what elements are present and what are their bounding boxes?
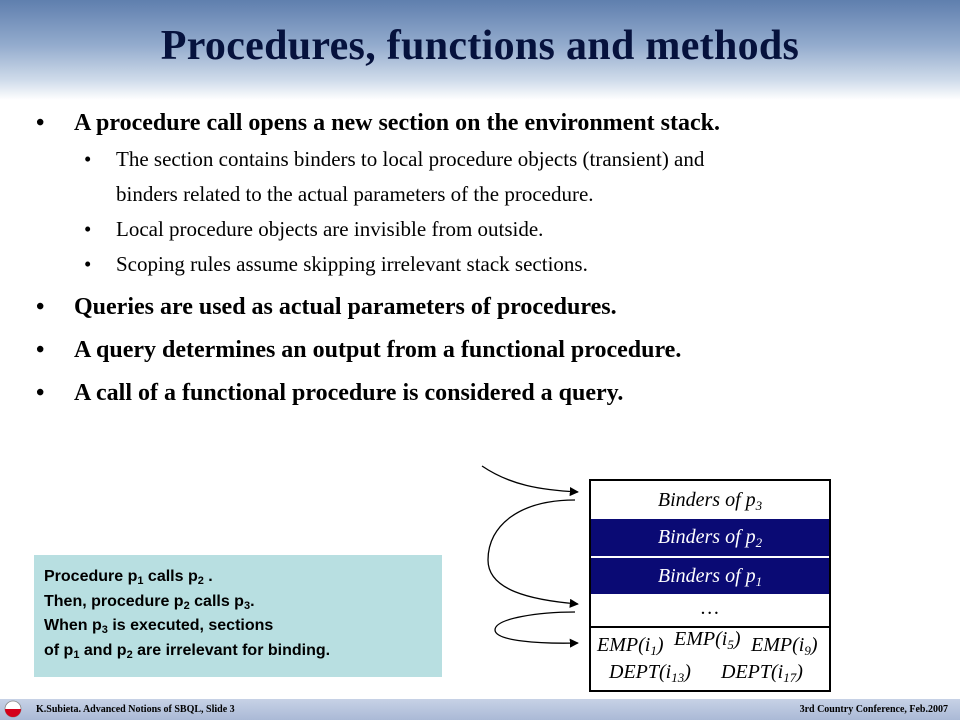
bullet-dot: • [36, 110, 45, 136]
bullet-text: A procedure call opens a new section on the environment stack. [74, 110, 720, 136]
note-line: of $p_1$ and $p_2$ are irrelevant for binding. [44, 641, 331, 661]
note-box [34, 555, 442, 677]
bullet-dot: • [36, 294, 45, 320]
sub-bullet-item [30, 212, 950, 247]
stack-section-p1: Binders of $p_1$ [591, 558, 829, 594]
stack-section-p2: Binders of $p_2$ [591, 519, 829, 556]
sub-bullet-text: binders related to the actual parameters of the procedure. [116, 182, 594, 206]
bullet-dot: • [84, 252, 92, 276]
bullet-text: A query determines an output from a functional procedure. [74, 337, 682, 363]
stack-section-ellipsis: … [701, 597, 719, 619]
sub-bullet-text: The section contains binders to local procedure objects (transient) and [116, 147, 705, 171]
stack-binder-dept13: $DEPT(i_{13})$ [609, 661, 691, 685]
bullet-item [30, 106, 950, 140]
bullet-text: A call of a functional procedure is considered a query. [74, 380, 624, 406]
slide-title: Procedures, functions and methods [160, 23, 800, 69]
bullet-list [30, 106, 950, 410]
flag-logo-icon [4, 700, 22, 718]
footer-left-text: K.Subieta. Advanced Notions of SBQL, Slide 3 [36, 704, 235, 715]
stack-section-p3: Binders of $p_3$ [657, 489, 763, 513]
stack-binder-dept17: $DEPT(i_{17})$ [721, 661, 803, 685]
bullet-dot: • [36, 380, 45, 406]
bullet-text: Queries are used as actual parameters of procedures. [74, 294, 617, 320]
sub-bullet-item [30, 142, 950, 212]
arrow-to-globals [495, 612, 578, 643]
bullet-item [30, 290, 950, 324]
sub-bullet-text: Scoping rules assume skipping irrelevant stack sections. [116, 252, 588, 276]
arrow-skip-to-ellipsis [488, 500, 578, 604]
sub-bullet-list [30, 142, 950, 282]
sub-bullet-text: Local procedure objects are invisible from outside. [116, 217, 544, 241]
footer-right-text: 3rd Country Conference, Feb.2007 [799, 704, 948, 715]
bullet-item [30, 333, 950, 367]
note-line: When $p_3$ is executed, sections [44, 617, 274, 636]
note-line: Procedure $p_1$ calls $p_2$ . [44, 568, 213, 587]
note-line: Then, procedure $p_2$ calls $p_3$. [44, 592, 255, 612]
bullet-item [30, 376, 950, 410]
slide-footer [0, 699, 960, 720]
bullet-dot: • [36, 337, 45, 363]
stack-binder-emp5: $EMP(i_5)$ [674, 628, 741, 652]
bullet-dot: • [84, 147, 92, 171]
arrow-to-p3 [482, 466, 578, 492]
sub-bullet-item [30, 247, 950, 282]
stack-binder-emp1: $EMP(i_1)$ [597, 634, 664, 658]
bullet-dot: • [84, 217, 92, 241]
environment-stack [589, 479, 831, 692]
stack-binder-emp9: $EMP(i_9)$ [751, 634, 818, 658]
